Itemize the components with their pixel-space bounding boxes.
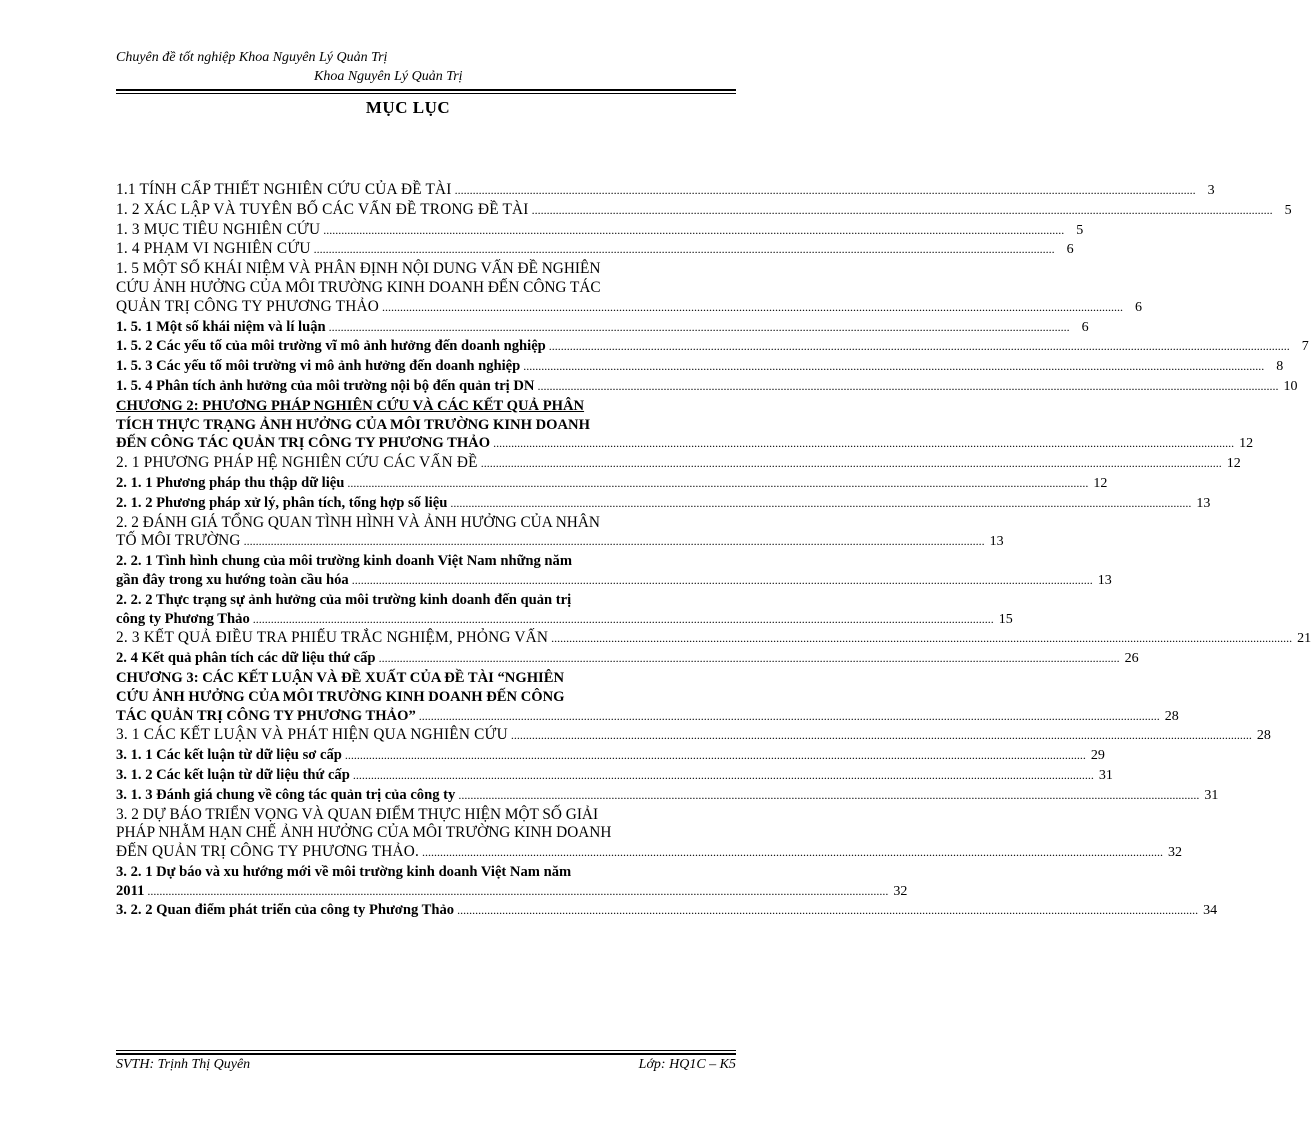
toc-dot-leader <box>244 532 985 551</box>
toc-dot-leader <box>253 610 994 629</box>
toc-page-number: 8 <box>1276 359 1284 375</box>
toc-entry-line <box>116 240 1074 260</box>
toc-entry-title: 2. 1. 2 Phương pháp xử lý, phân tích, tổng hợp số liệu <box>116 494 448 511</box>
toc-entry-line <box>116 434 1254 454</box>
footer-rule <box>116 1053 736 1055</box>
toc-entry-title: TỐ MÔI TRƯỜNG <box>116 532 241 550</box>
toc-dot-leader <box>511 726 1252 745</box>
toc-dot-leader <box>537 377 1278 396</box>
toc-dot-leader <box>457 901 1198 920</box>
toc-entry-line <box>116 726 1271 746</box>
toc-page-number: 13 <box>989 534 1004 550</box>
toc-entry-title: 2011 <box>116 882 145 899</box>
toc-entry-heading-line <box>116 279 740 298</box>
toc-entry-title: công ty Phương Thảo <box>116 610 250 627</box>
toc-page-number: 5 <box>1076 222 1084 238</box>
toc-page-number: 34 <box>1203 903 1218 919</box>
toc-dot-leader <box>379 649 1120 668</box>
header-rule <box>116 89 736 91</box>
toc-entry-line <box>116 571 1112 591</box>
toc-entry-heading-line <box>116 416 740 435</box>
toc-entry-title: 3. 1. 3 Đánh giá chung về công tác quản trị của công ty <box>116 786 456 803</box>
toc-entry-title: gần đây trong xu hướng toàn cầu hóa <box>116 571 349 588</box>
toc-entry-line <box>116 882 908 902</box>
toc-entry[interactable] <box>116 318 1089 338</box>
toc-entry-title: 3. 1 CÁC KẾT LUẬN VÀ PHÁT HIỆN QUA NGHIÊN CỨU <box>116 726 508 744</box>
toc-entry-heading-text: CỨU ẢNH HƯỞNG CỦA MÔI TRƯỜNG KINH DOANH ĐẾN CÔNG <box>116 688 565 705</box>
toc-dot-leader <box>345 746 1086 765</box>
toc-entry-heading-text: 3. 2 DỰ BÁO TRIỂN VỌNG VÀ QUAN ĐIỂM THỰC HIỆN MỘT SỐ GIẢI <box>116 805 599 823</box>
toc-entry-title: 2. 1. 1 Phương pháp thu thập dữ liệu <box>116 474 345 491</box>
toc-entry-line <box>116 494 1211 514</box>
header-line-1: Chuyên đề tốt nghiệp Khoa Nguyên Lý Quản Trị <box>116 50 388 65</box>
toc-entry-line <box>116 766 1113 786</box>
toc-page-number: 15 <box>998 611 1013 627</box>
toc-entry[interactable] <box>116 220 1084 241</box>
toc-page-number: 13 <box>1196 495 1211 511</box>
toc-dot-leader <box>551 629 1292 648</box>
toc-page-number: 3 <box>1207 183 1215 198</box>
toc-entry-line <box>116 610 1013 630</box>
toc-entry[interactable] <box>116 240 1074 260</box>
toc-entry-line <box>116 707 1179 727</box>
toc-entry-line <box>116 843 1183 863</box>
header-line-2: Khoa Nguyên Lý Quản Trị <box>314 69 463 84</box>
toc-entry[interactable] <box>116 377 1298 397</box>
toc-entry-heading-line <box>116 669 740 688</box>
toc-entry-line <box>116 297 1142 318</box>
toc-entry[interactable] <box>116 357 1284 377</box>
toc-dot-leader <box>347 474 1088 493</box>
toc-entry-line <box>116 181 1215 201</box>
toc-entry-heading-line <box>116 863 740 882</box>
toc-entry[interactable] <box>116 746 1105 766</box>
toc-entry[interactable] <box>116 552 1112 591</box>
toc-entry[interactable] <box>116 200 1292 221</box>
toc-entry-line <box>116 629 1311 649</box>
toc-entry[interactable] <box>116 337 1309 357</box>
footer-rule-thin <box>116 1050 736 1051</box>
toc-entry-heading-line <box>116 260 740 279</box>
toc-entry[interactable] <box>116 513 1004 553</box>
toc-entry-title: 2. 3 KẾT QUẢ ĐIỀU TRA PHIẾU TRẮC NGHIỆM, PHỎNG VẤN <box>116 629 549 647</box>
page-title: MỤC LỤC <box>365 98 451 117</box>
toc-entry-line <box>116 220 1084 241</box>
toc-entry-line <box>116 649 1139 669</box>
toc-page-number: 28 <box>1164 708 1179 724</box>
toc-dot-leader <box>493 434 1234 453</box>
toc-entry-heading-line <box>116 806 740 825</box>
toc-page-number: 31 <box>1098 767 1113 783</box>
toc-entry-line <box>116 901 1218 921</box>
toc-entry-title: 1. 5. 3 Các yếu tố môi trường vi mô ảnh hưởng đến doanh nghiệp <box>116 358 521 375</box>
toc-entry-heading-text: CHƯƠNG 2: PHƯƠNG PHÁP NGHIÊN CỨU VÀ CÁC KẾT QUẢ PHÂN <box>116 397 585 414</box>
toc-entry[interactable] <box>116 260 1142 317</box>
toc-entry-title: 1. 5. 1 Một số khái niệm và lí luận <box>116 318 326 335</box>
toc-entry-heading-line <box>116 591 740 610</box>
toc-dot-leader <box>422 843 1163 862</box>
toc-page-number: 32 <box>893 883 908 899</box>
toc-entry-title: ĐẾN QUẢN TRỊ CÔNG TY PHƯƠNG THẢO. <box>116 843 420 861</box>
toc-entry-heading-line <box>116 688 740 707</box>
toc-entry[interactable] <box>116 454 1241 474</box>
toc-page-number: 6 <box>1066 242 1074 258</box>
toc-entry-line <box>116 377 1298 397</box>
toc-entry[interactable] <box>116 766 1113 786</box>
toc-entry-heading-text: PHÁP NHẰM HẠN CHẾ ẢNH HƯỞNG CỦA MÔI TRƯỜNG KINH DOANH <box>116 824 612 842</box>
toc-page-number: 28 <box>1256 728 1271 744</box>
toc-entry-heading-text: 1. 5 MỘT SỐ KHÁI NIỆM VÀ PHÂN ĐỊNH NỘI DUNG VẤN ĐỀ NGHIÊN <box>116 260 601 278</box>
table-of-contents <box>116 181 1311 921</box>
toc-dot-leader <box>455 181 1196 200</box>
toc-entry-title: 2. 1 PHƯƠNG PHÁP HỆ NGHIÊN CỨU CÁC VẤN ĐỀ <box>116 454 478 472</box>
toc-page-number: 26 <box>1124 651 1139 667</box>
toc-dot-leader <box>419 707 1160 726</box>
toc-page-number: 32 <box>1168 845 1183 861</box>
toc-entry-line <box>116 746 1105 766</box>
toc-entry-title: 2. 4 Kết quả phân tích các dữ liệu thứ cấp <box>116 650 376 667</box>
toc-page-number: 6 <box>1134 299 1142 315</box>
toc-entry-title: 1. 5. 4 Phân tích ảnh hưởng của môi trường nội bộ đến quản trị DN <box>116 377 535 394</box>
toc-entry-heading-text: 3. 2. 1 Dự báo và xu hướng mới về môi trường kinh doanh Việt Nam năm <box>116 863 572 880</box>
toc-entry[interactable] <box>116 397 1254 454</box>
toc-entry-title: 3. 1. 1 Các kết luận từ dữ liệu sơ cấp <box>116 747 342 764</box>
toc-page-number: 7 <box>1301 339 1309 355</box>
toc-dot-leader <box>314 240 1055 259</box>
toc-entry-heading-text: TÍCH THỰC TRẠNG ẢNH HƯỞNG CỦA MÔI TRƯỜNG KINH DOANH <box>116 416 590 433</box>
toc-entry-title: ĐẾN CÔNG TÁC QUẢN TRỊ CÔNG TY PHƯƠNG THẢO <box>116 435 491 452</box>
toc-entry-title: 1. 3 MỤC TIÊU NGHIÊN CỨU <box>116 220 321 238</box>
toc-entry[interactable] <box>116 494 1211 514</box>
toc-dot-leader <box>353 766 1094 785</box>
toc-entry-line <box>116 454 1241 474</box>
toc-entry-heading-text: CỨU ẢNH HƯỞNG CỦA MÔI TRƯỜNG KINH DOANH ĐẾN CÔNG TÁC <box>116 278 601 296</box>
toc-page-number: 31 <box>1204 787 1219 803</box>
toc-entry-heading-text: 2. 2 ĐÁNH GIÁ TỔNG QUAN TÌNH HÌNH VÀ ẢNH HƯỞNG CỦA NHÂN <box>116 513 600 531</box>
toc-page-number: 12 <box>1093 475 1108 491</box>
toc-page-number: 10 <box>1283 378 1298 394</box>
header-rule-thin <box>116 93 736 94</box>
toc-entry[interactable] <box>116 786 1219 806</box>
toc-dot-leader <box>329 318 1070 337</box>
toc-dot-leader <box>549 337 1290 356</box>
toc-entry-heading-text: CHƯƠNG 3: CÁC KẾT LUẬN VÀ ĐỀ XUẤT CỦA ĐỀ TÀI “NGHIÊN <box>116 669 565 686</box>
toc-dot-leader <box>532 201 1273 220</box>
toc-entry-line <box>116 532 1004 552</box>
toc-dot-leader <box>323 221 1064 240</box>
toc-dot-leader <box>458 786 1199 805</box>
toc-dot-leader <box>382 298 1123 317</box>
toc-entry[interactable] <box>116 863 908 902</box>
footer-student: SVTH: Trịnh Thị Quyên <box>116 1057 251 1072</box>
toc-entry-heading-line <box>116 397 740 416</box>
toc-entry[interactable] <box>116 181 1215 201</box>
toc-dot-leader <box>481 454 1222 473</box>
toc-entry[interactable] <box>116 901 1218 921</box>
toc-entry[interactable] <box>116 726 1271 746</box>
toc-page-number: 13 <box>1097 572 1112 588</box>
toc-entry-line <box>116 357 1284 377</box>
toc-entry-line <box>116 200 1292 221</box>
toc-page-number: 12 <box>1239 436 1254 452</box>
toc-dot-leader <box>450 494 1191 513</box>
toc-page-number: 29 <box>1090 748 1105 764</box>
toc-entry-title: QUẢN TRỊ CÔNG TY PHƯƠNG THẢO <box>116 297 379 315</box>
toc-entry-heading-text: 2. 2. 2 Thực trạng sự ảnh hưởng của môi trường kinh doanh đến quản trị <box>116 591 572 608</box>
footer-class: Lớp: HQ1C – K5 <box>638 1057 736 1072</box>
toc-entry-heading-text: 2. 2. 1 Tình hình chung của môi trường kinh doanh Việt Nam những năm <box>116 553 572 570</box>
running-header <box>116 48 736 94</box>
toc-entry[interactable] <box>116 474 1108 494</box>
toc-entry[interactable] <box>116 591 1013 630</box>
toc-entry-title: 1.1 TÍNH CẤP THIẾT NGHIÊN CỨU CỦA ĐỀ TÀI <box>116 181 452 198</box>
toc-entry[interactable] <box>116 805 1183 863</box>
toc-entry-title: TÁC QUẢN TRỊ CÔNG TY PHƯƠNG THẢO” <box>116 707 416 724</box>
toc-entry[interactable] <box>116 629 1311 649</box>
toc-entry-line <box>116 474 1108 494</box>
toc-page-number: 12 <box>1226 456 1241 472</box>
toc-entry-line <box>116 337 1309 357</box>
toc-dot-leader <box>352 571 1093 590</box>
toc-entry-title: 1. 4 PHẠM VI NGHIÊN CỨU <box>116 240 311 258</box>
toc-entry-heading-line <box>116 552 740 571</box>
toc-entry-title: 1. 5. 2 Các yếu tố của môi trường vĩ mô ảnh hưởng đến doanh nghiệp <box>116 338 546 355</box>
toc-entry[interactable] <box>116 669 1179 726</box>
toc-entry-title: 3. 1. 2 Các kết luận từ dữ liệu thứ cấp <box>116 766 350 783</box>
toc-entry-heading-line <box>116 824 740 843</box>
toc-entry-line <box>116 318 1089 338</box>
toc-page-number: 21 <box>1297 631 1311 647</box>
toc-entry-title: 1. 2 XÁC LẬP VÀ TUYÊN BỐ CÁC VẤN ĐỀ TRONG ĐỀ TÀI <box>116 200 529 218</box>
toc-page-number: 6 <box>1081 319 1089 335</box>
toc-entry-heading-line <box>116 514 740 533</box>
toc-dot-leader <box>147 882 888 901</box>
toc-entry[interactable] <box>116 649 1139 669</box>
toc-entry-title: 3. 2. 2 Quan điểm phát triển của công ty Phương Thảo <box>116 902 455 919</box>
toc-entry-line <box>116 786 1219 806</box>
toc-dot-leader <box>523 357 1264 376</box>
toc-page-number: 5 <box>1284 202 1292 218</box>
